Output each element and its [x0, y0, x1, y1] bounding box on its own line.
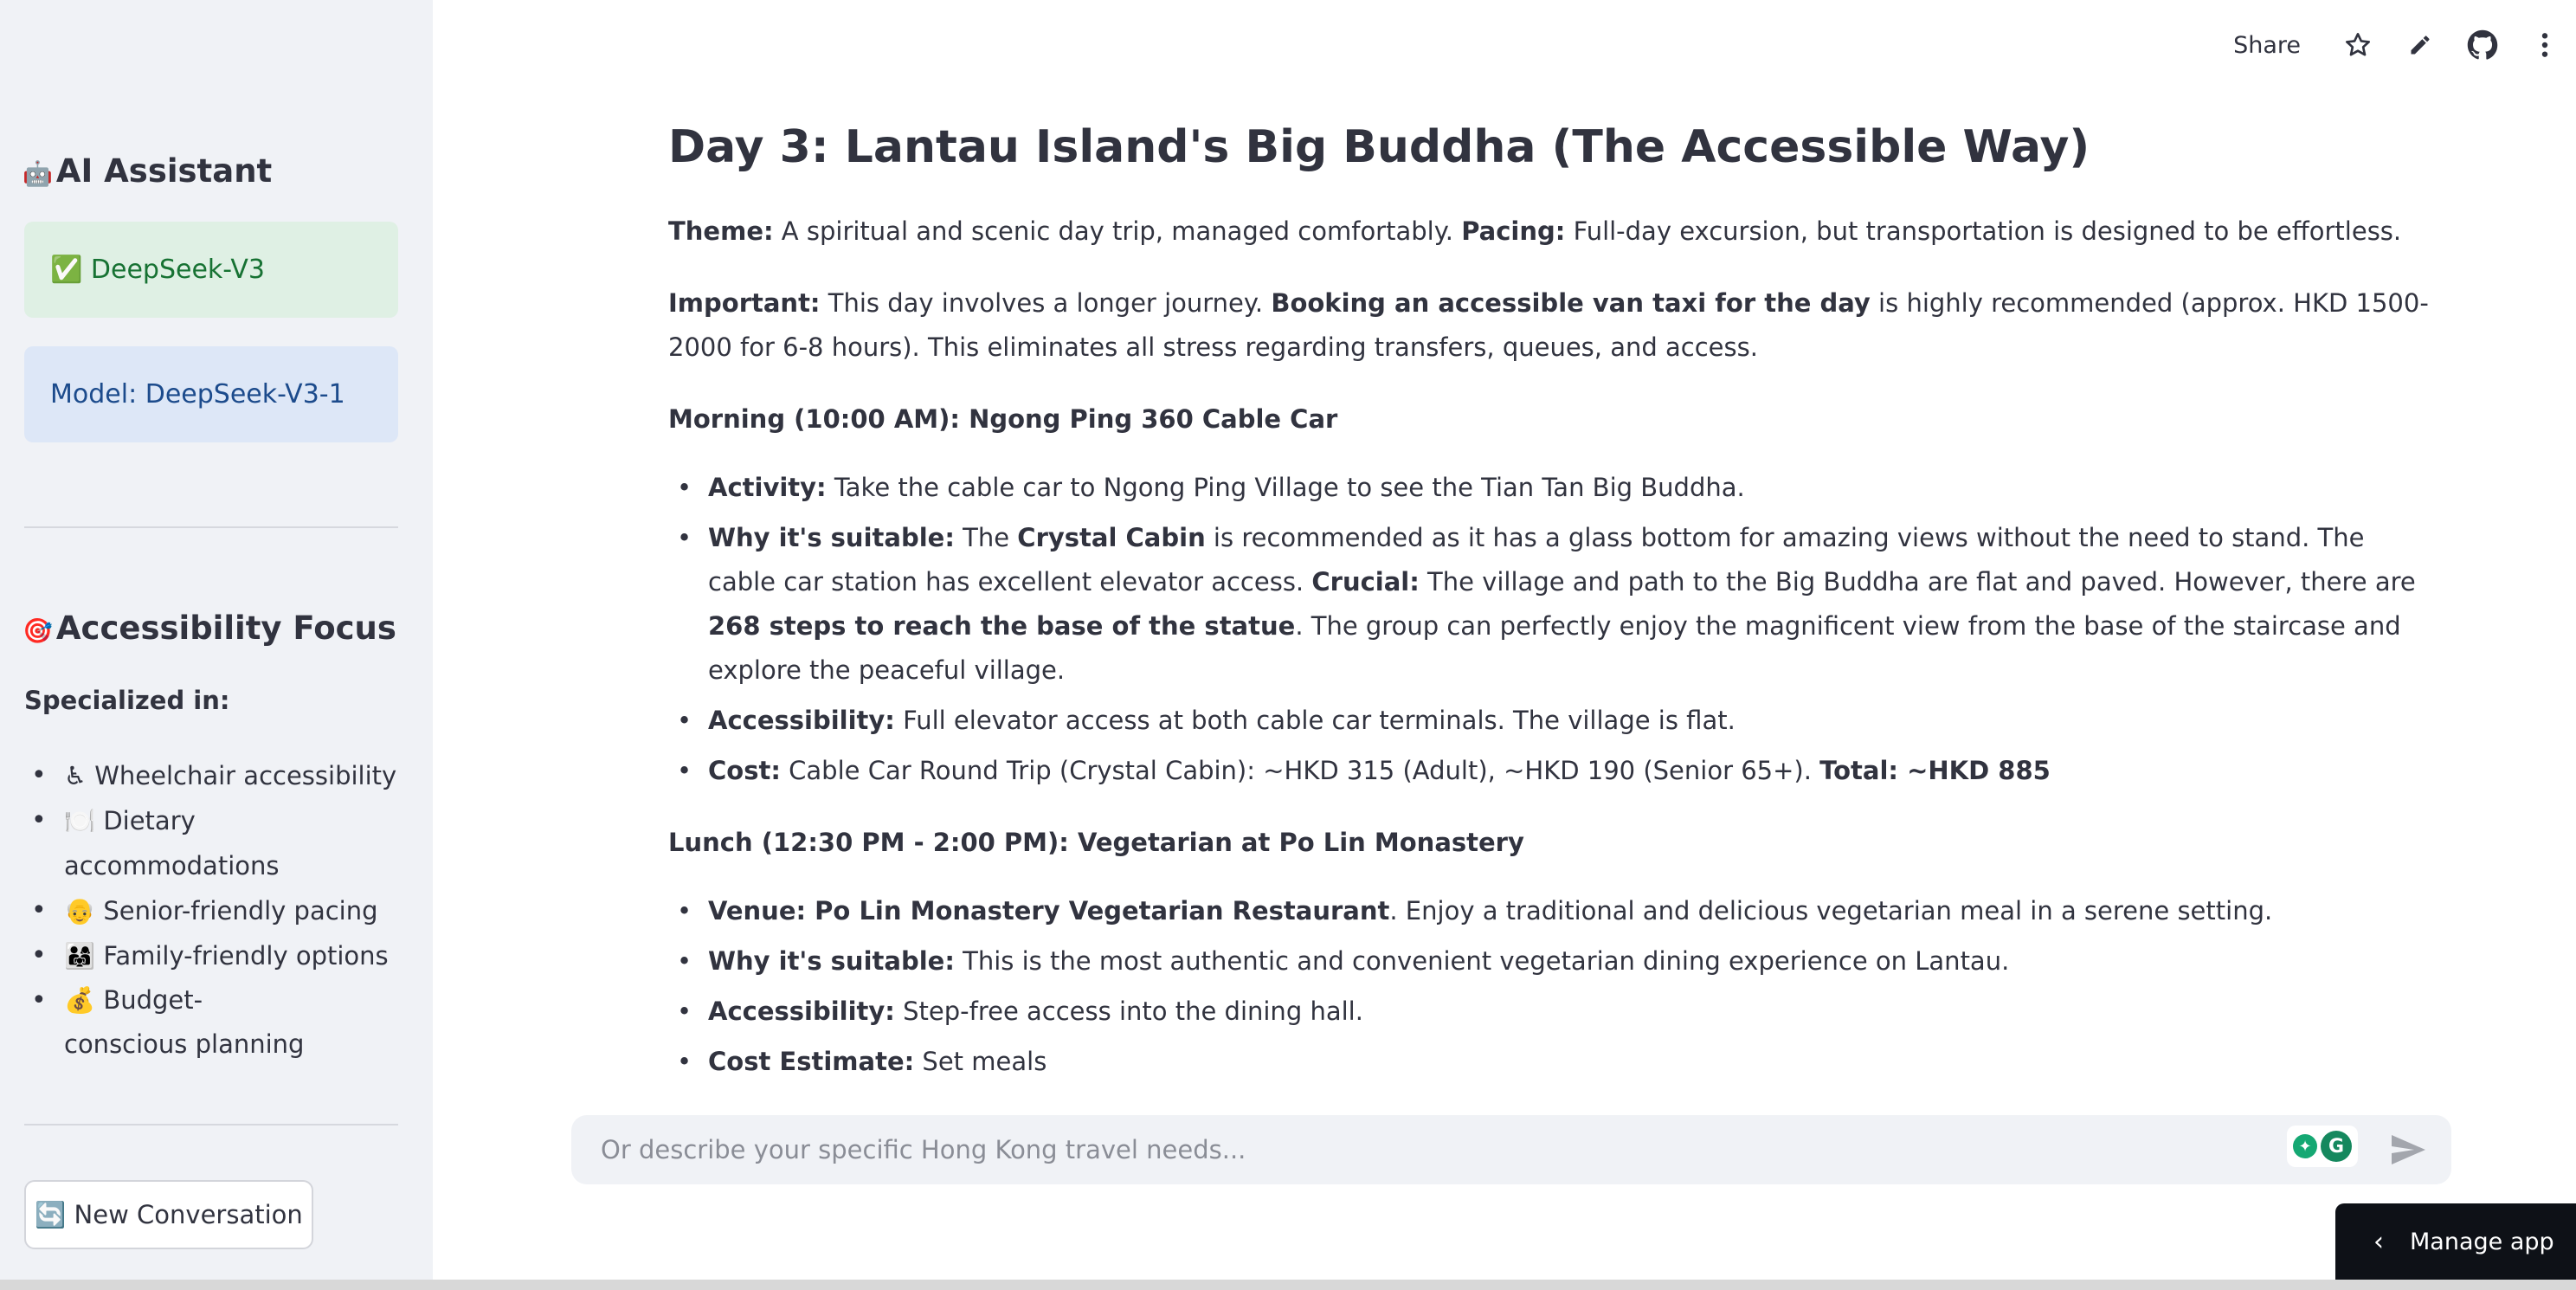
chat-message-content	[668, 113, 2434, 1112]
list-item: • 🍽️ Dietary accommodations	[24, 798, 405, 888]
grammarly-widget[interactable]	[2287, 1126, 2358, 1167]
specialties-list	[24, 753, 405, 1067]
list-item: • 💰 Budget-conscious planning	[24, 978, 310, 1067]
star-icon[interactable]	[2327, 21, 2389, 69]
list-item: • Cost: Cable Car Round Trip (Crystal Cabin): ~HKD 315 (Adult), ~HKD 190 (Senior 65+). Total: ~HKD 885	[668, 749, 2434, 793]
lightbulb-icon[interactable]: ✦	[2293, 1134, 2317, 1158]
theme-paragraph: Theme: A spiritual and scenic day trip, managed comfortably. Pacing: Full-day excursion, but transportation is designed to be effortless.	[668, 216, 2402, 246]
list-item: • Venue: Po Lin Monastery Vegetarian Restaurant. Enjoy a traditional and delicious vegetarian meal in a serene setting.	[668, 889, 2434, 933]
share-button[interactable]: Share	[2233, 31, 2301, 59]
list-item: • 👨‍👩‍👧 Family-friendly options	[24, 933, 405, 978]
lunch-list	[668, 889, 2434, 1084]
important-paragraph: Important: This day involves a longer journey. Booking an accessible van taxi for the day is highly recommended (approx. HKD 1500-2000 for 6-8 hours). This eliminates all stress regarding transfers, queues, and access.	[668, 288, 2429, 362]
list-item: • Accessibility: Step-free access into the dining hall.	[668, 990, 2434, 1034]
list-item: • Activity: Take the cable car to Ngong Ping Village to see the Tian Tan Big Buddha.	[668, 466, 2434, 510]
list-item: • Why it's suitable: This is the most authentic and convenient vegetarian dining experience on Lantau.	[668, 939, 2434, 984]
connection-status-badge: ✅ DeepSeek-V3	[24, 222, 398, 318]
manage-app-button[interactable]: ‹ Manage app	[2335, 1203, 2576, 1280]
chat-input-bar	[571, 1115, 2451, 1184]
list-item: • Cost Estimate: Set meals	[668, 1040, 2434, 1084]
morning-heading: Morning (10:00 AM): Ngong Ping 360 Cable Car	[668, 404, 1338, 434]
lunch-heading: Lunch (12:30 PM - 2:00 PM): Vegetarian at Po Lin Monastery	[668, 828, 1524, 857]
accessibility-focus-title: 🎯 Accessibility Focus	[23, 610, 396, 647]
sidebar-divider	[24, 1124, 398, 1126]
window-bottom-edge	[0, 1280, 2576, 1290]
day-heading: Day 3: Lantau Island's Big Buddha (The Accessible Way)	[668, 121, 2090, 173]
list-item: • Accessibility: Full elevator access at both cable car terminals. The village is flat.	[668, 699, 2434, 743]
list-item: • ♿ Wheelchair accessibility	[24, 753, 405, 798]
sidebar-title: 🤖 AI Assistant	[23, 152, 273, 190]
list-item: • 👴 Senior-friendly pacing	[24, 888, 405, 933]
specialized-label: Specialized in:	[24, 686, 230, 715]
chevron-left-icon: ‹	[2373, 1226, 2384, 1257]
grammarly-icon[interactable]: G	[2321, 1131, 2352, 1162]
github-icon[interactable]	[2451, 21, 2514, 69]
send-icon[interactable]	[2387, 1129, 2429, 1171]
sidebar	[0, 0, 433, 1280]
list-item: • Why it's suitable: The Crystal Cabin is recommended as it has a glass bottom for amazing views without the need to stand. The cable car station has excellent elevator access. Crucial: The village and path to the Big Buddha are flat and paved. However, there are 268 steps to reach the base of the statue. The group can perfectly enjoy the magnificent view from the base of the staircase and explore the peaceful village.	[668, 516, 2434, 693]
model-info-box: Model: DeepSeek-V3-1	[24, 346, 398, 442]
kebab-menu-icon[interactable]	[2514, 21, 2576, 69]
top-toolbar	[2233, 21, 2576, 69]
pencil-icon[interactable]	[2389, 21, 2451, 69]
chat-input[interactable]	[601, 1115, 2280, 1184]
new-conversation-button[interactable]: 🔄 New Conversation	[24, 1180, 313, 1249]
robot-icon: 🤖	[23, 159, 53, 188]
sidebar-divider	[24, 526, 398, 528]
morning-list	[668, 466, 2434, 793]
target-icon: 🎯	[23, 616, 53, 645]
